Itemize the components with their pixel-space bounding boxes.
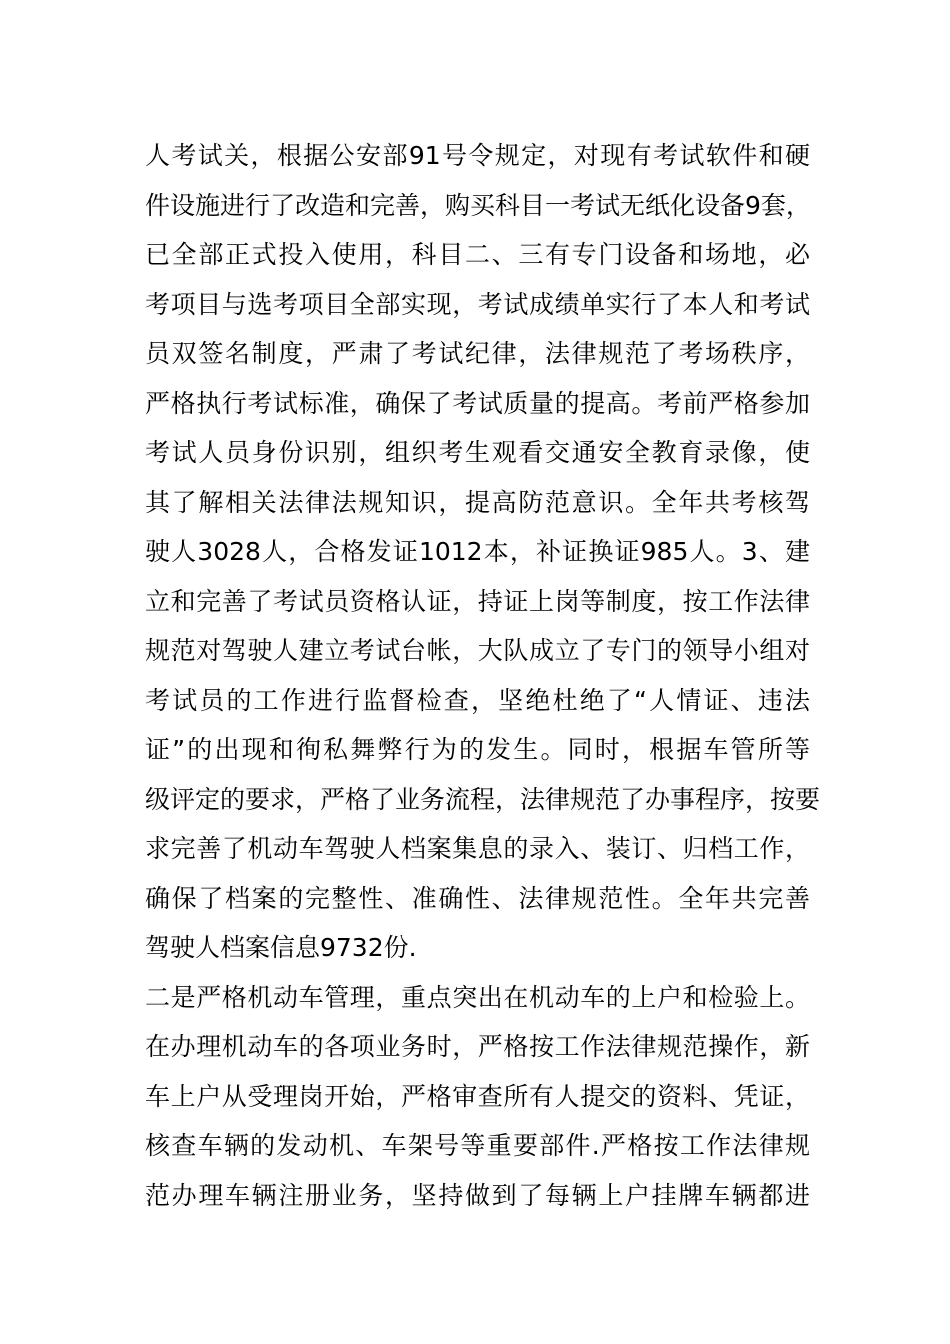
body-text <box>145 131 821 1220</box>
text-line: 规范对驾驶人建立考试台帐，大队成立了专门的领导小组对 <box>145 636 810 665</box>
text-line: 其了解相关法律法规知识，提高防范意识。全年共考核驾 <box>145 487 810 517</box>
text-line: 核查车辆的发动机、车架号等重要部件.严格按工作法律规 <box>145 1131 810 1160</box>
text-line: 车上户从受理岗开始，严格审查所有人提交的资料、凭证， <box>145 1081 810 1111</box>
text-line: 驶人3028人，合格发证1012本，补证换证985人。3、建 <box>145 537 810 566</box>
text-line: 考项目与选考项目全部实现，考试成绩单实行了本人和考试 <box>145 289 810 319</box>
text-line: 考试人员身份识别，组织考生观看交通安全教育录像，使 <box>145 438 810 467</box>
text-line: 确保了档案的完整性、准确性、法律规范性。全年共完善 <box>145 883 810 913</box>
text-line: 二是严格机动车管理，重点突出在机动车的上户和检验上。 <box>145 982 810 1012</box>
text-line: 严格执行考试标准，确保了考试质量的提高。考前严格参加 <box>145 388 810 418</box>
text-line: 考试员的工作进行监督检查，坚绝杜绝了“人情证、违法 <box>145 685 810 715</box>
text-line: 证”的出现和徇私舞弊行为的发生。同时，根据车管所等 <box>145 735 810 764</box>
text-line: 人考试关，根据公安部91号令规定，对现有考试软件和硬 <box>145 141 810 170</box>
text-line: 立和完善了考试员资格认证，持证上岗等制度，按工作法律 <box>145 586 810 616</box>
text-line: 件设施进行了改造和完善，购买科目一考试无纸化设备9套， <box>145 190 811 220</box>
text-line: 在办理机动车的各项业务时，严格按工作法律规范操作，新 <box>145 1032 810 1061</box>
text-line: 范办理车辆注册业务，坚持做到了每辆上户挂牌车辆都进 <box>145 1180 810 1210</box>
text-line: 驾驶人档案信息9732份. <box>145 933 417 962</box>
text-line: 已全部正式投入使用，科目二、三有专门设备和场地，必 <box>145 240 810 269</box>
text-line: 求完善了机动车驾驶人档案集息的录入、装订、归档工作， <box>145 834 810 863</box>
text-line: 级评定的要求，严格了业务流程，法律规范了办事程序，按要 <box>145 784 821 814</box>
text-line: 员双签名制度，严肃了考试纪律，法律规范了考场秩序， <box>145 339 810 368</box>
